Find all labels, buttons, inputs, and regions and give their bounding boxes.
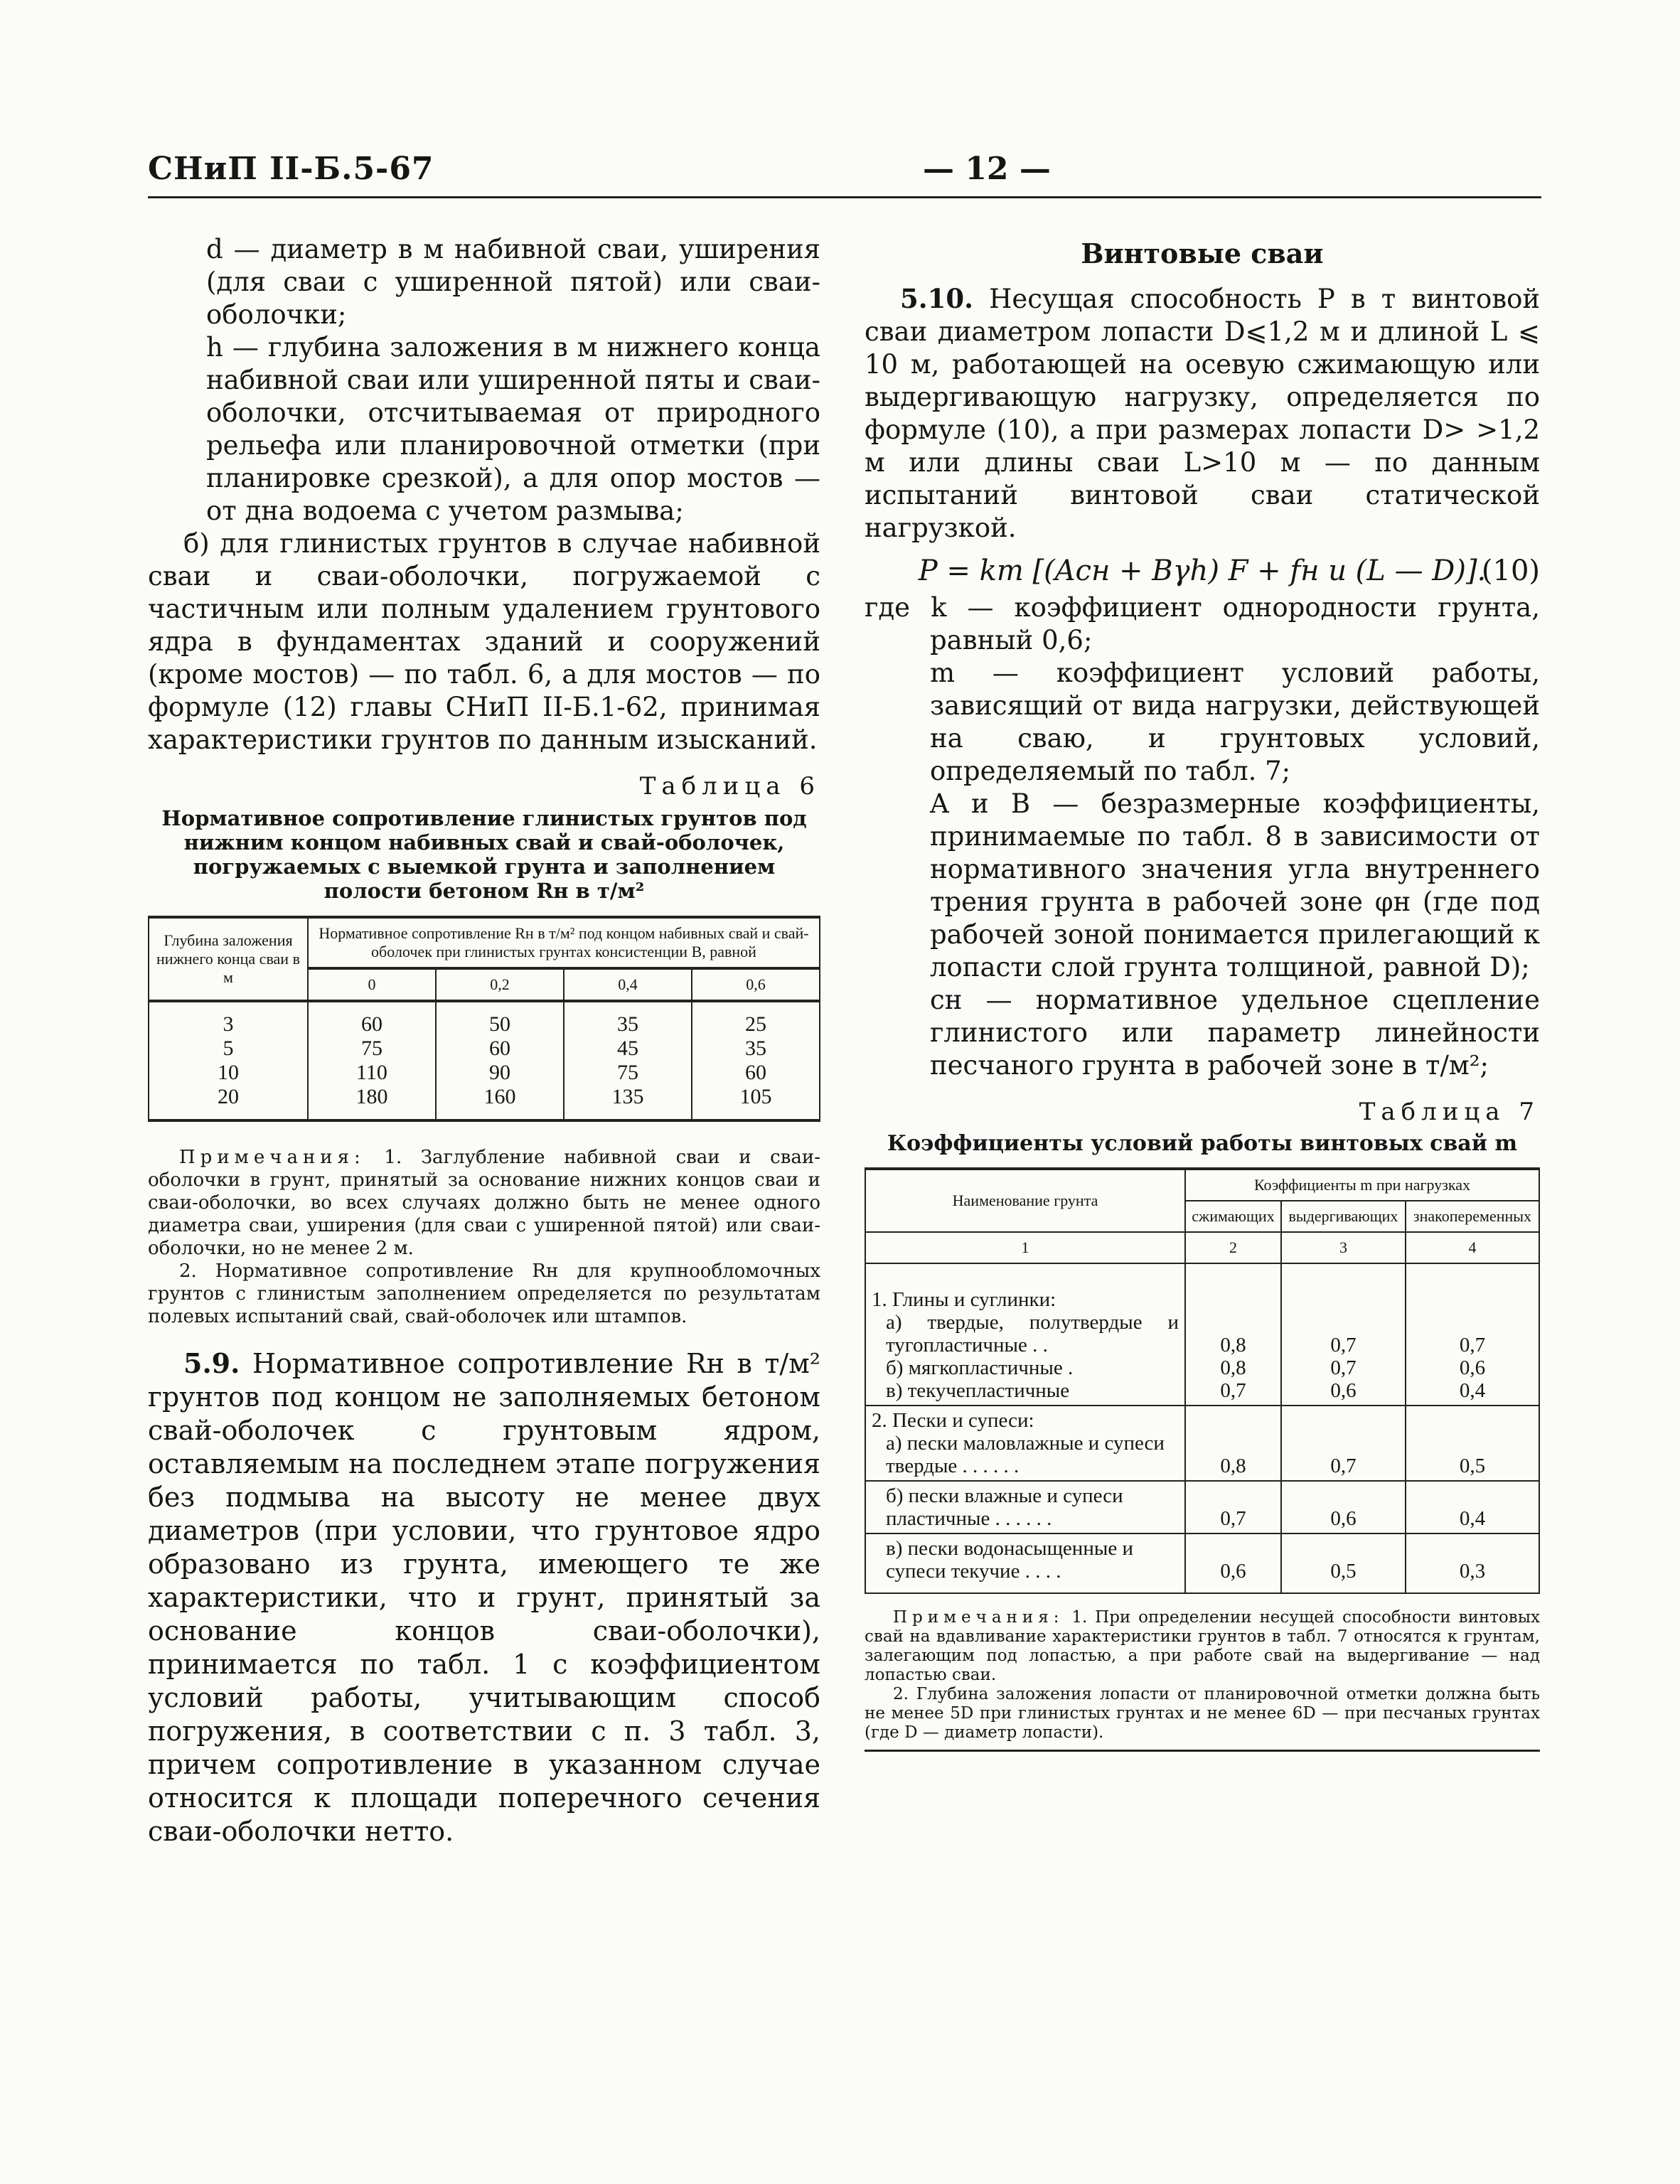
document-code: СНиП II-Б.5-67 — [148, 151, 434, 187]
table7-label: Таблица 7 — [1359, 1098, 1540, 1126]
table6-consistency-1: 0,2 — [436, 968, 564, 1001]
table7-g1a: а) твердые, полутвердые и тугопластичные . . — [886, 1311, 1179, 1356]
left-column — [148, 233, 820, 1848]
table7-group-sands-c: в) пески водонасыщенные и супеси текучие . . . . 0,6 0,5 0,3 — [865, 1533, 1539, 1593]
table7-g1c: в) текучепластичные — [886, 1379, 1070, 1402]
table6-note-1: 1. Заглубление набивной сваи и сваи-оболочки в грунт, принятый за основание нижних концов сваи и сваи-оболочки, во всех случаях должно быть не менее одного диаметра сваи, уширения (для сваи с уширенной пятой) или сваи-оболочки, но не менее 2 м. — [148, 1147, 820, 1259]
page-number: — 12 — — [923, 151, 1051, 187]
table6-body — [149, 1001, 820, 1120]
paragraph-5-10-number: 5.10. — [900, 283, 973, 314]
table6-notes — [148, 1146, 820, 1328]
formula-10 — [865, 555, 1540, 587]
table7-pull-header: выдергивающих — [1281, 1201, 1406, 1232]
paragraph-5-10-text: Несущая способность P в т винтовой сваи диаметром лопасти D⩽1,2 м и длиной L ⩽ 10 м, работающей на осевую сжимающую или выдергивающую нагрузку, определяется по формуле (10), а при размерах лопасти D> >1,2 м или длины сваи L>10 м — по данным испытаний винтовой сваи статической нагрузкой. — [865, 284, 1541, 543]
definition-d: d — диаметр в м набивной сваи, уширения (для сваи с уширенной пятой) или сваи-оболочки; — [206, 234, 820, 330]
table7-g2a: а) пески маловлажные и супеси твердые . . . . . . — [886, 1432, 1165, 1477]
paragraph-5-9-text: Нормативное сопротивление Rн в т/м² грунтов под концом не заполняемых бетоном свай-оболочек с грунтовым ядром, оставляемым на последнем этапе погружения без подмыва на высоту не менее двух диаметров (при условии, что грунтовое ядро образовано из грунта, имеющего те же характеристики, что и грунт, принятый за основание концов сваи-оболочки), принимается по табл. 1 с коэффициентом условий работы, учитывающим способ погружения, в соответствии с п. 3 табл. 3, причем сопротивление в указанном случае относится к площади поперечного сечения сваи-оболочки нетто. — [148, 1348, 820, 1847]
formula-number: (10) — [1481, 555, 1540, 587]
bottom-rule — [865, 1750, 1540, 1752]
table6-col-b0: 60 75 110 180 — [308, 1001, 436, 1120]
table6-note-2: 2. Нормативное сопротивление Rн для крупнообломочных грунтов с глинистым заполнением определяется по результатам полевых испытаний свай, свай-оболочек или штампов. — [148, 1260, 820, 1327]
definition-a-b: A и B — безразмерные коэффициенты, принимаемые по табл. 8 в зависимости от нормативного значения угла внутреннего трения грунта в рабочей зоне φн (где под рабочей зоной понимается прилегающий к лопасти слой грунта толщиной, равной D); — [930, 788, 1540, 983]
header-rule — [148, 196, 1541, 198]
definition-h: h — глубина заложения в м нижнего конца набивной сваи или уширенной пяты и сваи-оболочки, отсчитываемая от природного рельефа или планировочной отметки (при планировке срезкой), а для опор мостов — от дна водоема с учетом размыва; — [206, 332, 820, 526]
table6-group-header: Нормативное сопротивление Rн в т/м² под концом набивных свай и свай-оболочек при глинистых грунтах консистенции B, равной — [308, 917, 820, 968]
section-heading: Винтовые сваи — [1081, 237, 1324, 269]
table7-num-4: 4 — [1406, 1232, 1539, 1263]
table6-col-b06: 25 35 60 105 — [692, 1001, 820, 1120]
table6-consistency-2: 0,4 — [564, 968, 692, 1001]
table7 — [865, 1167, 1540, 1594]
table7-group-sands-a: 2. Пески и супеси: а) пески маловлажные и супеси твердые . . . . . . 0,8 0,7 0,5 — [865, 1406, 1539, 1481]
definition-m: m — коэффициент условий работы, зависящий от вида нагрузки, действующей на сваю, и грунтовых условий, определяемый по табл. 7; — [930, 658, 1540, 786]
table6-col-b04: 35 45 75 135 — [564, 1001, 692, 1120]
table6-col-b02: 50 60 90 160 — [436, 1001, 564, 1120]
table7-g2b: б) пески влажные и супеси пластичные . . . . . . — [865, 1481, 1185, 1533]
table7-group-sands-b: б) пески влажные и супеси пластичные . . . . . . 0,7 0,6 0,4 — [865, 1481, 1539, 1533]
table6-label: Таблица 6 — [639, 772, 820, 801]
table7-name-header: Наименование грунта — [865, 1169, 1185, 1232]
definition-k: где k — коэффициент однородности грунта, равный 0,6; — [865, 592, 1540, 655]
table7-num-3: 3 — [1281, 1232, 1406, 1263]
table7-g2c: в) пески водонасыщенные и супеси текучие . . . . — [865, 1533, 1185, 1593]
table6-consistency-0: 0 — [308, 968, 436, 1001]
notes-label: Примечания: — [179, 1147, 365, 1168]
table6-depth-header: Глубина заложения нижнего конца сваи в м — [149, 917, 308, 1001]
table7-group-clays: 1. Глины и суглинки: а) твердые, полутвердые и тугопластичные . . б) мягкопластичные . в) текучепластичные 0,8 0,8 0,7 0,7 0,7 0,6 0,7 0,6 0,4 — [865, 1263, 1539, 1406]
table6 — [148, 916, 820, 1122]
paragraph-b: б) для глинистых грунтов в случае набивной сваи и сваи-оболочки, погружаемой с частичным или полным удалением грунтового ядра в фундаментах зданий и сооружений (кроме мостов) — по табл. 6, а для мостов — по формуле (12) главы СНиП II-Б.1-62, принимая характеристики грунтов по данным изысканий. — [148, 528, 820, 755]
paragraph-5-10 — [865, 282, 1540, 545]
table7-g1b: б) мягкопластичные . — [886, 1356, 1074, 1379]
table7-g1: 1. Глины и суглинки: — [872, 1288, 1056, 1311]
table6-title: Нормативное сопротивление глинистых грунтов под нижним концом набивных свай и свай-оболочек, погружаемых с выемкой грунта и заполнением полости бетоном Rн в т/м² — [161, 806, 807, 903]
table7-alt-header: знакопеременных — [1406, 1201, 1539, 1232]
notes-label-2: Примечания: — [893, 1608, 1064, 1627]
table7-num-1: 1 — [865, 1232, 1185, 1263]
definition-c: cн — нормативное удельное сцепление глинистого или параметр линейности песчаного грунта в рабочей зоне в т/м²; — [930, 985, 1540, 1081]
right-column — [865, 233, 1540, 1752]
paragraph-5-9-number: 5.9. — [183, 1347, 240, 1379]
table7-compress-header: сжимающих — [1185, 1201, 1281, 1232]
page-header — [148, 151, 1541, 200]
table7-g2: 2. Пески и супеси: — [872, 1409, 1034, 1432]
table7-note-2: 2. Глубина заложения лопасти от планировочной отметки должна быть не менее 5D при глинистых грунтах и не менее 6D — при песчаных грунтах (где D — диаметр лопасти). — [865, 1685, 1540, 1742]
table6-depths: 3 5 10 20 — [149, 1001, 308, 1120]
table7-title: Коэффициенты условий работы винтовых свай m — [887, 1131, 1518, 1156]
table7-note-1: 1. При определении несущей способности винтовых свай на вдавливание характеристики грунтов в табл. 7 относятся к грунтам, залегающим под лопастью, а при работе свай на выдергивание — над лопастью сваи. — [865, 1608, 1541, 1684]
table7-num-2: 2 — [1185, 1232, 1281, 1263]
paragraph-5-9 — [148, 1347, 820, 1848]
table7-group-header: Коэффициенты m при нагрузках — [1185, 1169, 1539, 1201]
formula-text: P = km [(Acн + Bγh) F + fн u (L — D)]. — [918, 555, 1487, 587]
table7-notes — [865, 1608, 1540, 1743]
table6-consistency-3: 0,6 — [692, 968, 820, 1001]
